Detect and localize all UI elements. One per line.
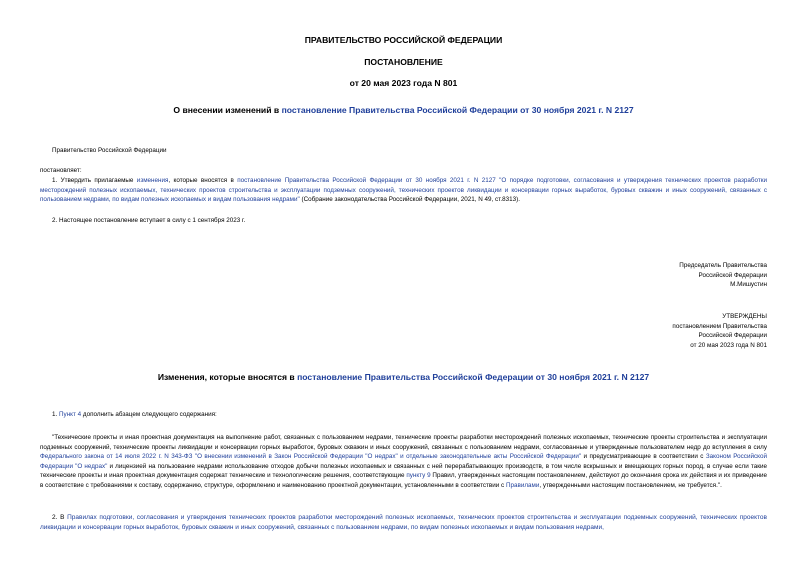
changes-link[interactable]: изменения [136,177,169,184]
quote-text-c: и лицензией на пользование недрами использование отходов добычи полезных ископаемых и связанных с ней перерабатывающих производств, в том числе вскрышных и вмещающих горных пород, в случае если такие технические проекты и иная проектная документация содержат технические и технологические решения, соответствующие [40,462,767,480]
quote-text-e: , утвержденными настоящим постановлением, не требуется.". [539,481,722,489]
resolution-2127-link[interactable]: постановление Правительства Российской Федерации от 30 ноября 2021 г. N 2127 "О порядке подготовки, согласования и утверждения технических проектов разработки месторождений полезных ископаемых, технических проектов строительства и эксплуатации подземных сооружений, технических проектов ликвидации и консервации горных выработок, буровых скважин и иных сооружений, связанных с пользованием недрами, по видам полезных ископаемых и видам пользования недрами" [40,177,768,204]
p1-text-a: 1. Утвердить прилагаемые [52,177,137,184]
approved-label: УТВЕРЖДЕНЫ [722,313,767,320]
signature-name: М.Мишустин [730,281,767,289]
document-title-prefix: О внесении изменений в [173,105,282,115]
point-9-link[interactable]: пункту 9 [406,472,431,480]
quote-text-a: "Технические проекты и иная проектная документация на выполнение работ, связанных с пользованием недрами, технические проекты разработки месторождений полезных ископаемых, технические проекты строительства и эксплуатации подземных сооружений, технические проекты ликвидации и консервации горных выработок, буровых скважин и иных сооружений, связанных с пользованием недрами, согласованные и утвержденные пользователем недр до вступления в силу [40,434,767,451]
document-type: ПОСТАНОВЛЕНИЕ [364,57,443,67]
rules-preparation-link[interactable]: Правилах подготовки, согласования и утверждения технических проектов разработки месторождений полезных ископаемых, технических проектов строительства и эксплуатации подземных сооружений, технических проектов ликвидации и консервации горных выработок, буровых скважин и иных сооружений, связанных с пользованием недрами, по видам полезных ископаемых и видам пользования недрами, [40,514,767,531]
paragraph-1 [40,176,767,205]
item1-number: 1. [52,411,60,418]
signature-block [567,261,767,290]
p1-text-b: , которые вносятся в [168,177,238,184]
point-4-link[interactable]: Пункт 4 [59,411,82,418]
approved-date: от 20 мая 2023 года N 801 [690,341,767,349]
document-title-link[interactable]: постановление Правительства Российской Федерации от 30 ноября 2021 г. N 2127 [281,105,634,115]
p1-text-c: (Собрание законодательства Российской Федерации, 2021, N 49, ст.8313). [299,196,520,204]
changes-title-prefix: Изменения, которые вносятся в [157,372,298,382]
government-name: Правительство Российской Федерации [52,147,167,154]
item2-number: 2. В [52,514,68,521]
quoted-paragraph [40,433,767,491]
approved-organization: Российской Федерации [698,332,767,340]
quote-text-d: Правил, утвержденных настоящим постановлением, действуют до окончания срока их действия и их приведение в соответствие с требованиями к составу, содержанию, структуре, оформлению и наименованию проектной документации, установленными в соответствии с [40,472,768,489]
changes-title-link[interactable]: постановление Правительства Российской Федерации от 30 ноября 2021 г. N 2127 [297,372,650,382]
decides-text: постановляет: [40,167,82,174]
paragraph-2: 2. Настоящее постановление вступает в силу с 1 сентября 2023 г. [52,217,246,224]
approval-block [567,312,767,350]
approved-by: постановлением Правительства [672,322,767,330]
document-title [0,105,807,115]
government-heading: ПРАВИТЕЛЬСТВО РОССИЙСКОЙ ФЕДЕРАЦИИ [304,35,503,45]
document-date-number: от 20 мая 2023 года N 801 [349,78,458,88]
change-item-1 [52,410,217,420]
federal-law-343-link[interactable]: Федерального закона от 14 июля 2022 г. N 343-ФЗ "О внесении изменений в Закон Российской Федерации "О недрах" и отдельные законодательные акты Российской Федерации" [40,453,582,461]
signature-position: Председатель Правительства [679,262,767,269]
changes-title [0,372,807,382]
signature-organization: Российской Федерации [698,271,767,279]
item1-text: дополнить абзацем следующего содержания: [81,411,217,418]
change-item-2 [40,513,767,532]
rules-link[interactable]: Правилами [505,481,540,489]
quote-text-b: и предусматривающие в соответствии с [581,453,706,461]
law-on-subsoil-link[interactable]: Законом Российской Федерации "О недрах" [40,453,767,470]
